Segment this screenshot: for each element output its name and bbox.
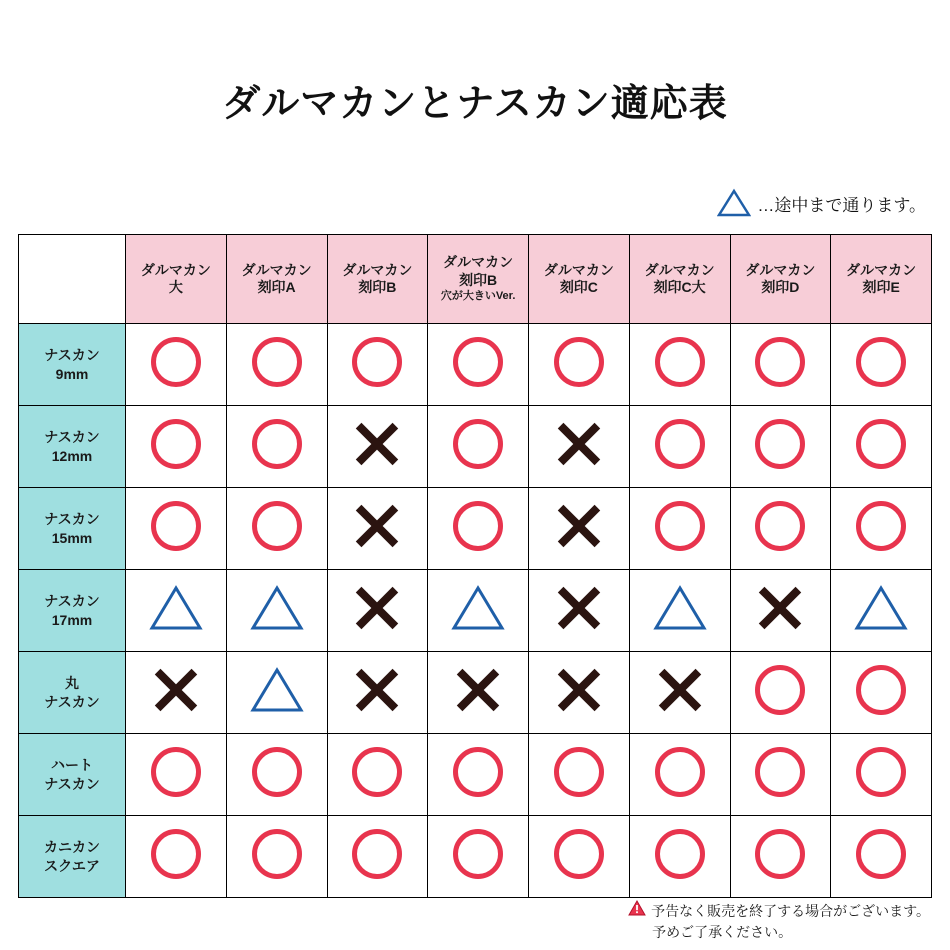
circle-mark-icon: [856, 501, 906, 551]
triangle-outline-icon: [717, 188, 751, 218]
cell-r1-c6: [730, 406, 831, 488]
column-header-line2: 刻印B: [459, 271, 498, 288]
cell-r2-c2: [327, 488, 428, 570]
cross-mark-icon: [351, 500, 403, 552]
cell-r6-c4: [529, 816, 630, 898]
column-header-line2: 刻印E: [862, 279, 900, 295]
cell-r0-c5: [629, 324, 730, 406]
circle-mark-icon: [856, 419, 906, 469]
cell-r6-c0: [126, 816, 227, 898]
column-header-line2: 刻印C大: [653, 279, 706, 295]
column-header-line1: ダルマカン: [745, 261, 816, 278]
row-header-line1: ハート: [51, 757, 93, 774]
row-header-4: [19, 652, 126, 734]
cross-mark-icon: [351, 582, 403, 634]
footnote-line-2: [628, 922, 930, 942]
column-header-7: [831, 235, 932, 324]
circle-mark-icon: [655, 501, 705, 551]
cell-r4-c3: [428, 652, 529, 734]
column-header-2: [327, 235, 428, 324]
circle-mark-icon: [252, 829, 302, 879]
row-header-line1: ナスカン: [44, 429, 100, 446]
cell-r1-c3: [428, 406, 529, 488]
footnote: [628, 900, 930, 942]
cell-r1-c1: [226, 406, 327, 488]
cell-r0-c4: [529, 324, 630, 406]
circle-mark-icon: [755, 419, 805, 469]
row-header-line1: カニカン: [44, 839, 100, 856]
cell-r1-c7: [831, 406, 932, 488]
circle-mark-icon: [755, 665, 805, 715]
cross-mark-icon: [654, 664, 706, 716]
row-header-3: [19, 570, 126, 652]
circle-mark-icon: [856, 665, 906, 715]
cell-r1-c2: [327, 406, 428, 488]
table-row: [19, 816, 932, 898]
circle-mark-icon: [252, 337, 302, 387]
column-header-5: [629, 235, 730, 324]
circle-mark-icon: [655, 419, 705, 469]
column-header-line1: ダルマカン: [846, 261, 917, 278]
cross-mark-icon: [553, 664, 605, 716]
column-header-1: [226, 235, 327, 324]
column-header-4: [529, 235, 630, 324]
row-header-5: [19, 734, 126, 816]
cross-mark-icon: [452, 664, 504, 716]
footnote-line-1: [628, 900, 930, 921]
circle-mark-icon: [252, 747, 302, 797]
cross-mark-icon: [553, 418, 605, 470]
cell-r5-c5: [629, 734, 730, 816]
cell-r0-c3: [428, 324, 529, 406]
table-header-row: [19, 235, 932, 324]
column-header-line2: 刻印B: [358, 279, 397, 295]
cell-r3-c6: [730, 570, 831, 652]
circle-mark-icon: [554, 829, 604, 879]
cell-r2-c6: [730, 488, 831, 570]
cross-mark-icon: [150, 664, 202, 716]
table-row: [19, 488, 932, 570]
circle-mark-icon: [453, 501, 503, 551]
column-header-3: [428, 235, 529, 324]
circle-mark-icon: [755, 337, 805, 387]
cell-r5-c2: [327, 734, 428, 816]
footnote-text-1: 予告なく販売を終了する場合がございます。: [651, 902, 930, 919]
cell-r3-c1: [226, 570, 327, 652]
column-header-0: [126, 235, 227, 324]
circle-mark-icon: [755, 829, 805, 879]
cell-r5-c6: [730, 734, 831, 816]
cell-r0-c0: [126, 324, 227, 406]
cell-r4-c0: [126, 652, 227, 734]
row-header-2: [19, 488, 126, 570]
column-header-line1: ダルマカン: [644, 261, 715, 278]
column-header-line1: ダルマカン: [140, 261, 211, 278]
cross-mark-icon: [553, 582, 605, 634]
column-header-6: [730, 235, 831, 324]
column-header-line2: 刻印A: [257, 279, 296, 295]
table-row: [19, 324, 932, 406]
triangle-mark-icon: [250, 584, 304, 632]
cell-r2-c3: [428, 488, 529, 570]
column-header-line1: ダルマカン: [342, 261, 413, 278]
circle-mark-icon: [252, 501, 302, 551]
circle-mark-icon: [554, 337, 604, 387]
table-row: [19, 734, 932, 816]
cell-r6-c7: [831, 816, 932, 898]
cell-r3-c4: [529, 570, 630, 652]
table-body: [19, 324, 932, 898]
table-row: [19, 406, 932, 488]
cell-r2-c4: [529, 488, 630, 570]
circle-mark-icon: [352, 747, 402, 797]
circle-mark-icon: [856, 337, 906, 387]
warning-icon: [628, 900, 646, 921]
cell-r0-c7: [831, 324, 932, 406]
legend-label: …途中まで通ります。: [757, 195, 926, 215]
table-row: [19, 652, 932, 734]
cell-r0-c6: [730, 324, 831, 406]
legend: [717, 188, 926, 218]
cell-r4-c5: [629, 652, 730, 734]
circle-mark-icon: [856, 829, 906, 879]
circle-mark-icon: [655, 747, 705, 797]
row-header-0: [19, 324, 126, 406]
circle-mark-icon: [655, 337, 705, 387]
cell-r4-c6: [730, 652, 831, 734]
column-header-line2: 刻印C: [559, 279, 598, 295]
cell-r5-c1: [226, 734, 327, 816]
row-header-6: [19, 816, 126, 898]
circle-mark-icon: [453, 419, 503, 469]
column-header-line1: ダルマカン: [543, 261, 614, 278]
cross-mark-icon: [553, 500, 605, 552]
circle-mark-icon: [554, 747, 604, 797]
footnote-text-2: 予めご了承ください。: [652, 923, 793, 940]
column-header-line2: 大: [168, 279, 183, 295]
cell-r5-c7: [831, 734, 932, 816]
row-header-line2: 15mm: [51, 529, 93, 546]
cell-r6-c5: [629, 816, 730, 898]
cell-r1-c0: [126, 406, 227, 488]
column-header-sub: 穴が大きいVer.: [440, 290, 516, 303]
cell-r5-c3: [428, 734, 529, 816]
circle-mark-icon: [453, 829, 503, 879]
cell-r4-c1: [226, 652, 327, 734]
row-header-line1: ナスカン: [44, 511, 100, 528]
cell-r3-c0: [126, 570, 227, 652]
cell-r4-c4: [529, 652, 630, 734]
triangle-mark-icon: [451, 584, 505, 632]
circle-mark-icon: [151, 501, 201, 551]
circle-mark-icon: [453, 747, 503, 797]
circle-mark-icon: [352, 337, 402, 387]
cross-mark-icon: [351, 418, 403, 470]
row-header-line2: ナスカン: [44, 693, 100, 710]
table-corner-cell: [19, 235, 126, 324]
cell-r4-c2: [327, 652, 428, 734]
row-header-line2: 17mm: [51, 611, 93, 628]
row-header-line2: スクエア: [44, 857, 100, 874]
cell-r3-c5: [629, 570, 730, 652]
cell-r3-c2: [327, 570, 428, 652]
cell-r1-c4: [529, 406, 630, 488]
cell-r2-c5: [629, 488, 730, 570]
row-header-1: [19, 406, 126, 488]
circle-mark-icon: [655, 829, 705, 879]
circle-mark-icon: [352, 829, 402, 879]
triangle-mark-icon: [149, 584, 203, 632]
row-header-line1: 丸: [65, 675, 79, 692]
row-header-line1: ナスカン: [44, 593, 100, 610]
cell-r3-c7: [831, 570, 932, 652]
cell-r2-c0: [126, 488, 227, 570]
column-header-line2: 刻印D: [761, 279, 800, 295]
page-title: ダルマカンとナスカン適応表: [222, 83, 728, 125]
circle-mark-icon: [151, 829, 201, 879]
circle-mark-icon: [151, 419, 201, 469]
cell-r5-c4: [529, 734, 630, 816]
cross-mark-icon: [351, 664, 403, 716]
circle-mark-icon: [151, 747, 201, 797]
circle-mark-icon: [151, 337, 201, 387]
cell-r6-c3: [428, 816, 529, 898]
compatibility-table: [18, 234, 932, 898]
row-header-line2: 12mm: [51, 447, 93, 464]
circle-mark-icon: [755, 747, 805, 797]
row-header-line2: ナスカン: [44, 775, 100, 792]
circle-mark-icon: [856, 747, 906, 797]
triangle-mark-icon: [250, 666, 304, 714]
row-header-line2: 9mm: [55, 365, 89, 382]
row-header-line1: ナスカン: [44, 347, 100, 364]
cross-mark-icon: [754, 582, 806, 634]
circle-mark-icon: [755, 501, 805, 551]
cell-r1-c5: [629, 406, 730, 488]
circle-mark-icon: [453, 337, 503, 387]
cell-r4-c7: [831, 652, 932, 734]
cell-r6-c1: [226, 816, 327, 898]
cell-r6-c2: [327, 816, 428, 898]
cell-r0-c2: [327, 324, 428, 406]
cell-r0-c1: [226, 324, 327, 406]
cell-r3-c3: [428, 570, 529, 652]
circle-mark-icon: [252, 419, 302, 469]
cell-r2-c7: [831, 488, 932, 570]
cell-r5-c0: [126, 734, 227, 816]
cell-r6-c6: [730, 816, 831, 898]
cell-r2-c1: [226, 488, 327, 570]
column-header-line1: ダルマカン: [241, 261, 312, 278]
triangle-mark-icon: [653, 584, 707, 632]
triangle-mark-icon: [854, 584, 908, 632]
table-row: [19, 570, 932, 652]
column-header-line1: ダルマカン: [443, 254, 514, 271]
